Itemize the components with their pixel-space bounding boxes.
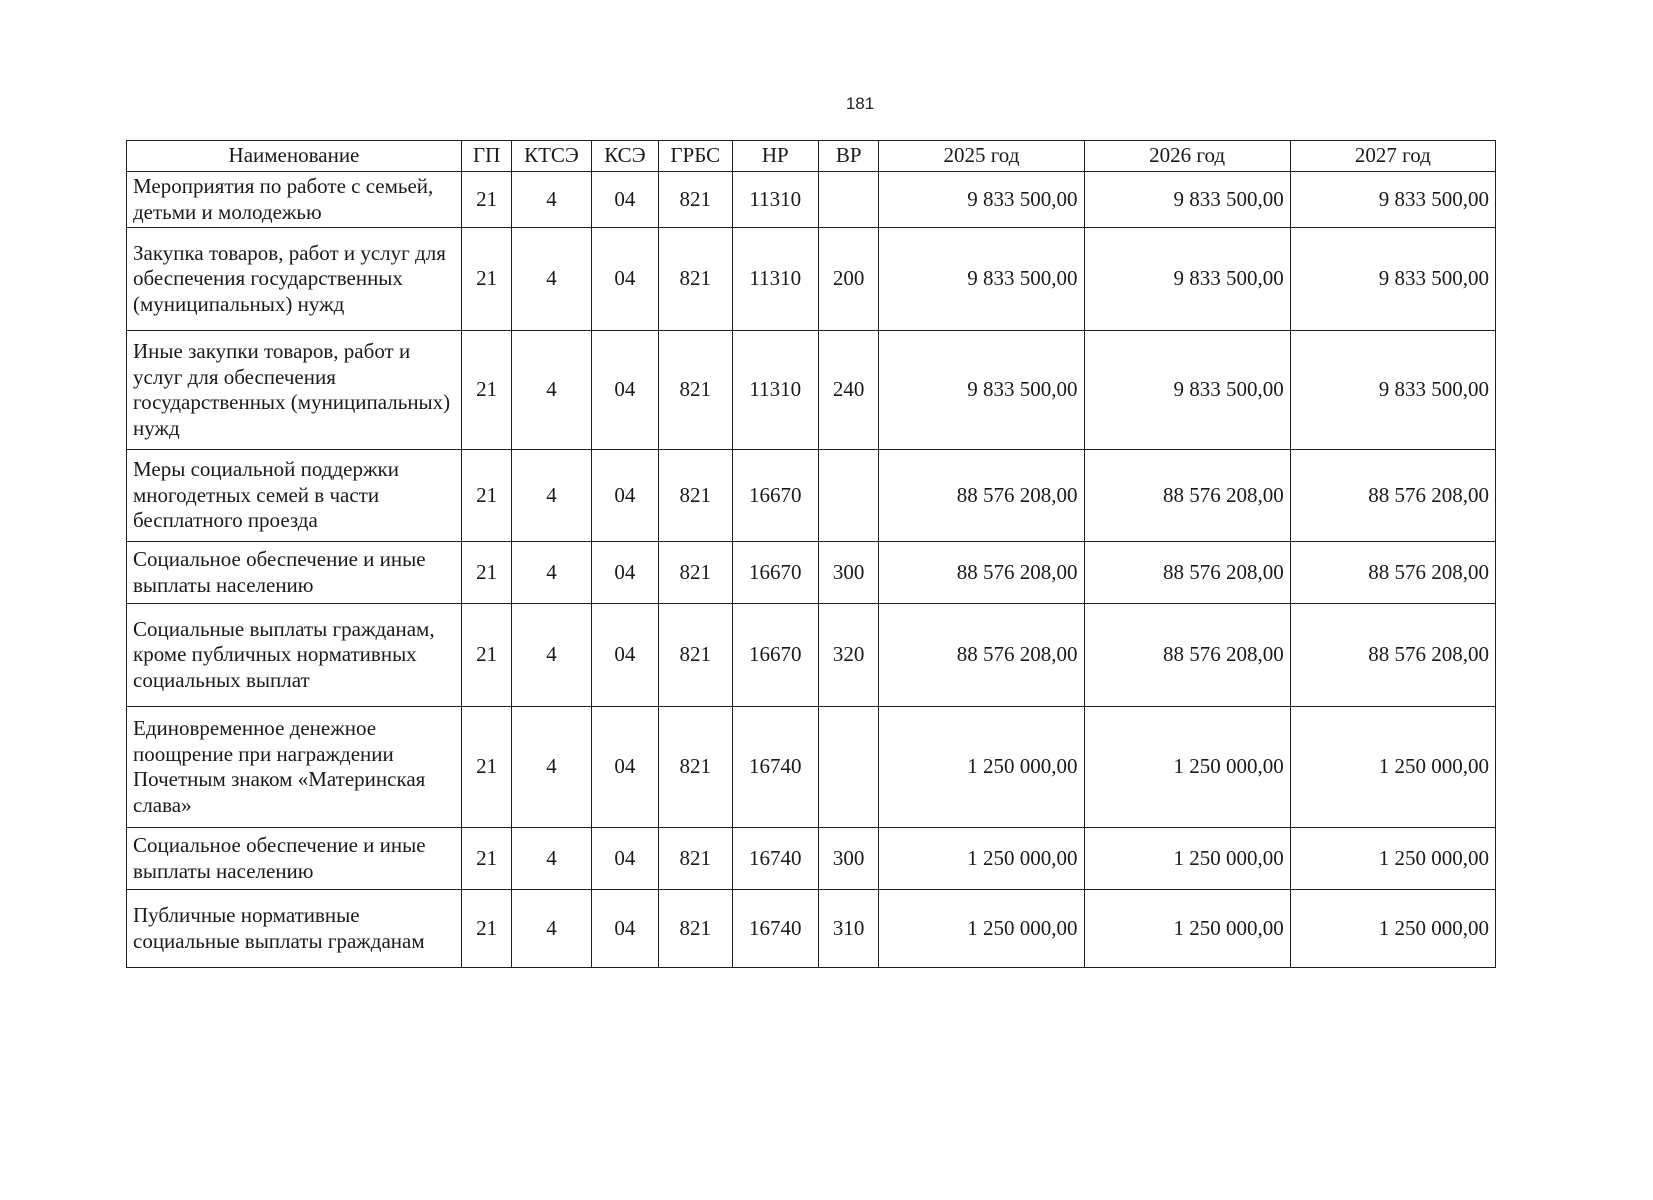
row-kse: 04 [591, 450, 658, 542]
row-vr: 320 [819, 604, 879, 707]
row-name: Единовременное денежное поощрение при награждении Почетным знаком «Материнская слава» [127, 707, 462, 828]
row-nr: 16740 [732, 707, 819, 828]
row-gp: 21 [461, 331, 511, 450]
row-nr: 16740 [732, 890, 819, 968]
table-row [127, 228, 1496, 331]
table-row [127, 331, 1496, 450]
row-nr: 16670 [732, 604, 819, 707]
header-ktse: КТСЭ [512, 141, 591, 172]
row-amount-2027: 1 250 000,00 [1290, 828, 1495, 890]
row-gp: 21 [461, 828, 511, 890]
header-vr: ВР [819, 141, 879, 172]
row-amount-2027: 1 250 000,00 [1290, 707, 1495, 828]
row-ktse: 4 [512, 172, 591, 228]
row-name: Публичные нормативные социальные выплаты гражданам [127, 890, 462, 968]
row-kse: 04 [591, 542, 658, 604]
row-amount-2026: 1 250 000,00 [1084, 707, 1290, 828]
row-amount-2025: 1 250 000,00 [879, 890, 1084, 968]
table-row [127, 604, 1496, 707]
row-amount-2026: 9 833 500,00 [1084, 172, 1290, 228]
header-grbs: ГРБС [659, 141, 732, 172]
row-amount-2025: 88 576 208,00 [879, 604, 1084, 707]
row-amount-2025: 88 576 208,00 [879, 450, 1084, 542]
page-number: 181 [845, 94, 875, 113]
row-amount-2025: 9 833 500,00 [879, 228, 1084, 331]
row-name: Социальное обеспечение и иные выплаты населению [127, 542, 462, 604]
row-gp: 21 [461, 542, 511, 604]
row-kse: 04 [591, 331, 658, 450]
row-ktse: 4 [512, 828, 591, 890]
row-amount-2027: 1 250 000,00 [1290, 890, 1495, 968]
header-row [127, 141, 1496, 172]
row-ktse: 4 [512, 604, 591, 707]
row-name: Закупка товаров, работ и услуг для обеспечения государственных (муниципальных) нужд [127, 228, 462, 331]
row-grbs: 821 [659, 450, 732, 542]
row-amount-2027: 88 576 208,00 [1290, 604, 1495, 707]
row-amount-2025: 1 250 000,00 [879, 828, 1084, 890]
row-kse: 04 [591, 707, 658, 828]
row-vr: 300 [819, 828, 879, 890]
header-2027: 2027 год [1290, 141, 1495, 172]
row-nr: 16740 [732, 828, 819, 890]
row-name: Социальные выплаты гражданам, кроме публичных нормативных социальных выплат [127, 604, 462, 707]
row-amount-2026: 88 576 208,00 [1084, 542, 1290, 604]
row-grbs: 821 [659, 828, 732, 890]
budget-table [126, 140, 1496, 968]
row-gp: 21 [461, 707, 511, 828]
row-name: Иные закупки товаров, работ и услуг для обеспечения государственных (муниципальных) нужд [127, 331, 462, 450]
table-row [127, 828, 1496, 890]
table-row [127, 707, 1496, 828]
row-grbs: 821 [659, 172, 732, 228]
table-row [127, 172, 1496, 228]
header-name: Наименование [127, 141, 462, 172]
row-amount-2026: 9 833 500,00 [1084, 331, 1290, 450]
row-amount-2027: 9 833 500,00 [1290, 172, 1495, 228]
row-grbs: 821 [659, 604, 732, 707]
row-grbs: 821 [659, 542, 732, 604]
row-amount-2025: 88 576 208,00 [879, 542, 1084, 604]
row-name: Меры социальной поддержки многодетных семей в части бесплатного проезда [127, 450, 462, 542]
row-amount-2027: 88 576 208,00 [1290, 450, 1495, 542]
row-grbs: 821 [659, 331, 732, 450]
row-ktse: 4 [512, 450, 591, 542]
row-nr: 16670 [732, 542, 819, 604]
row-name: Социальное обеспечение и иные выплаты населению [127, 828, 462, 890]
table-row [127, 890, 1496, 968]
row-grbs: 821 [659, 228, 732, 331]
row-amount-2025: 1 250 000,00 [879, 707, 1084, 828]
row-ktse: 4 [512, 542, 591, 604]
row-nr: 11310 [732, 228, 819, 331]
row-amount-2027: 88 576 208,00 [1290, 542, 1495, 604]
row-vr [819, 450, 879, 542]
row-vr: 200 [819, 228, 879, 331]
row-amount-2025: 9 833 500,00 [879, 172, 1084, 228]
row-vr: 310 [819, 890, 879, 968]
row-vr: 240 [819, 331, 879, 450]
table-body [127, 172, 1496, 968]
row-gp: 21 [461, 890, 511, 968]
row-gp: 21 [461, 172, 511, 228]
table-row [127, 542, 1496, 604]
row-nr: 16670 [732, 450, 819, 542]
row-grbs: 821 [659, 707, 732, 828]
row-vr [819, 707, 879, 828]
row-ktse: 4 [512, 331, 591, 450]
row-kse: 04 [591, 890, 658, 968]
row-ktse: 4 [512, 890, 591, 968]
header-kse: КСЭ [591, 141, 658, 172]
header-2026: 2026 год [1084, 141, 1290, 172]
row-vr: 300 [819, 542, 879, 604]
row-ktse: 4 [512, 707, 591, 828]
header-nr: НР [732, 141, 819, 172]
row-name: Мероприятия по работе с семьей, детьми и молодежью [127, 172, 462, 228]
table-row [127, 450, 1496, 542]
row-kse: 04 [591, 228, 658, 331]
row-amount-2026: 1 250 000,00 [1084, 890, 1290, 968]
row-amount-2026: 1 250 000,00 [1084, 828, 1290, 890]
header-gp: ГП [461, 141, 511, 172]
row-amount-2026: 9 833 500,00 [1084, 228, 1290, 331]
row-kse: 04 [591, 172, 658, 228]
row-amount-2027: 9 833 500,00 [1290, 331, 1495, 450]
header-2025: 2025 год [879, 141, 1084, 172]
row-vr [819, 172, 879, 228]
row-gp: 21 [461, 228, 511, 331]
row-nr: 11310 [732, 331, 819, 450]
row-nr: 11310 [732, 172, 819, 228]
row-gp: 21 [461, 450, 511, 542]
row-amount-2027: 9 833 500,00 [1290, 228, 1495, 331]
row-grbs: 821 [659, 890, 732, 968]
row-amount-2025: 9 833 500,00 [879, 331, 1084, 450]
row-gp: 21 [461, 604, 511, 707]
row-amount-2026: 88 576 208,00 [1084, 450, 1290, 542]
table-header [127, 141, 1496, 172]
row-amount-2026: 88 576 208,00 [1084, 604, 1290, 707]
row-kse: 04 [591, 828, 658, 890]
row-kse: 04 [591, 604, 658, 707]
row-ktse: 4 [512, 228, 591, 331]
